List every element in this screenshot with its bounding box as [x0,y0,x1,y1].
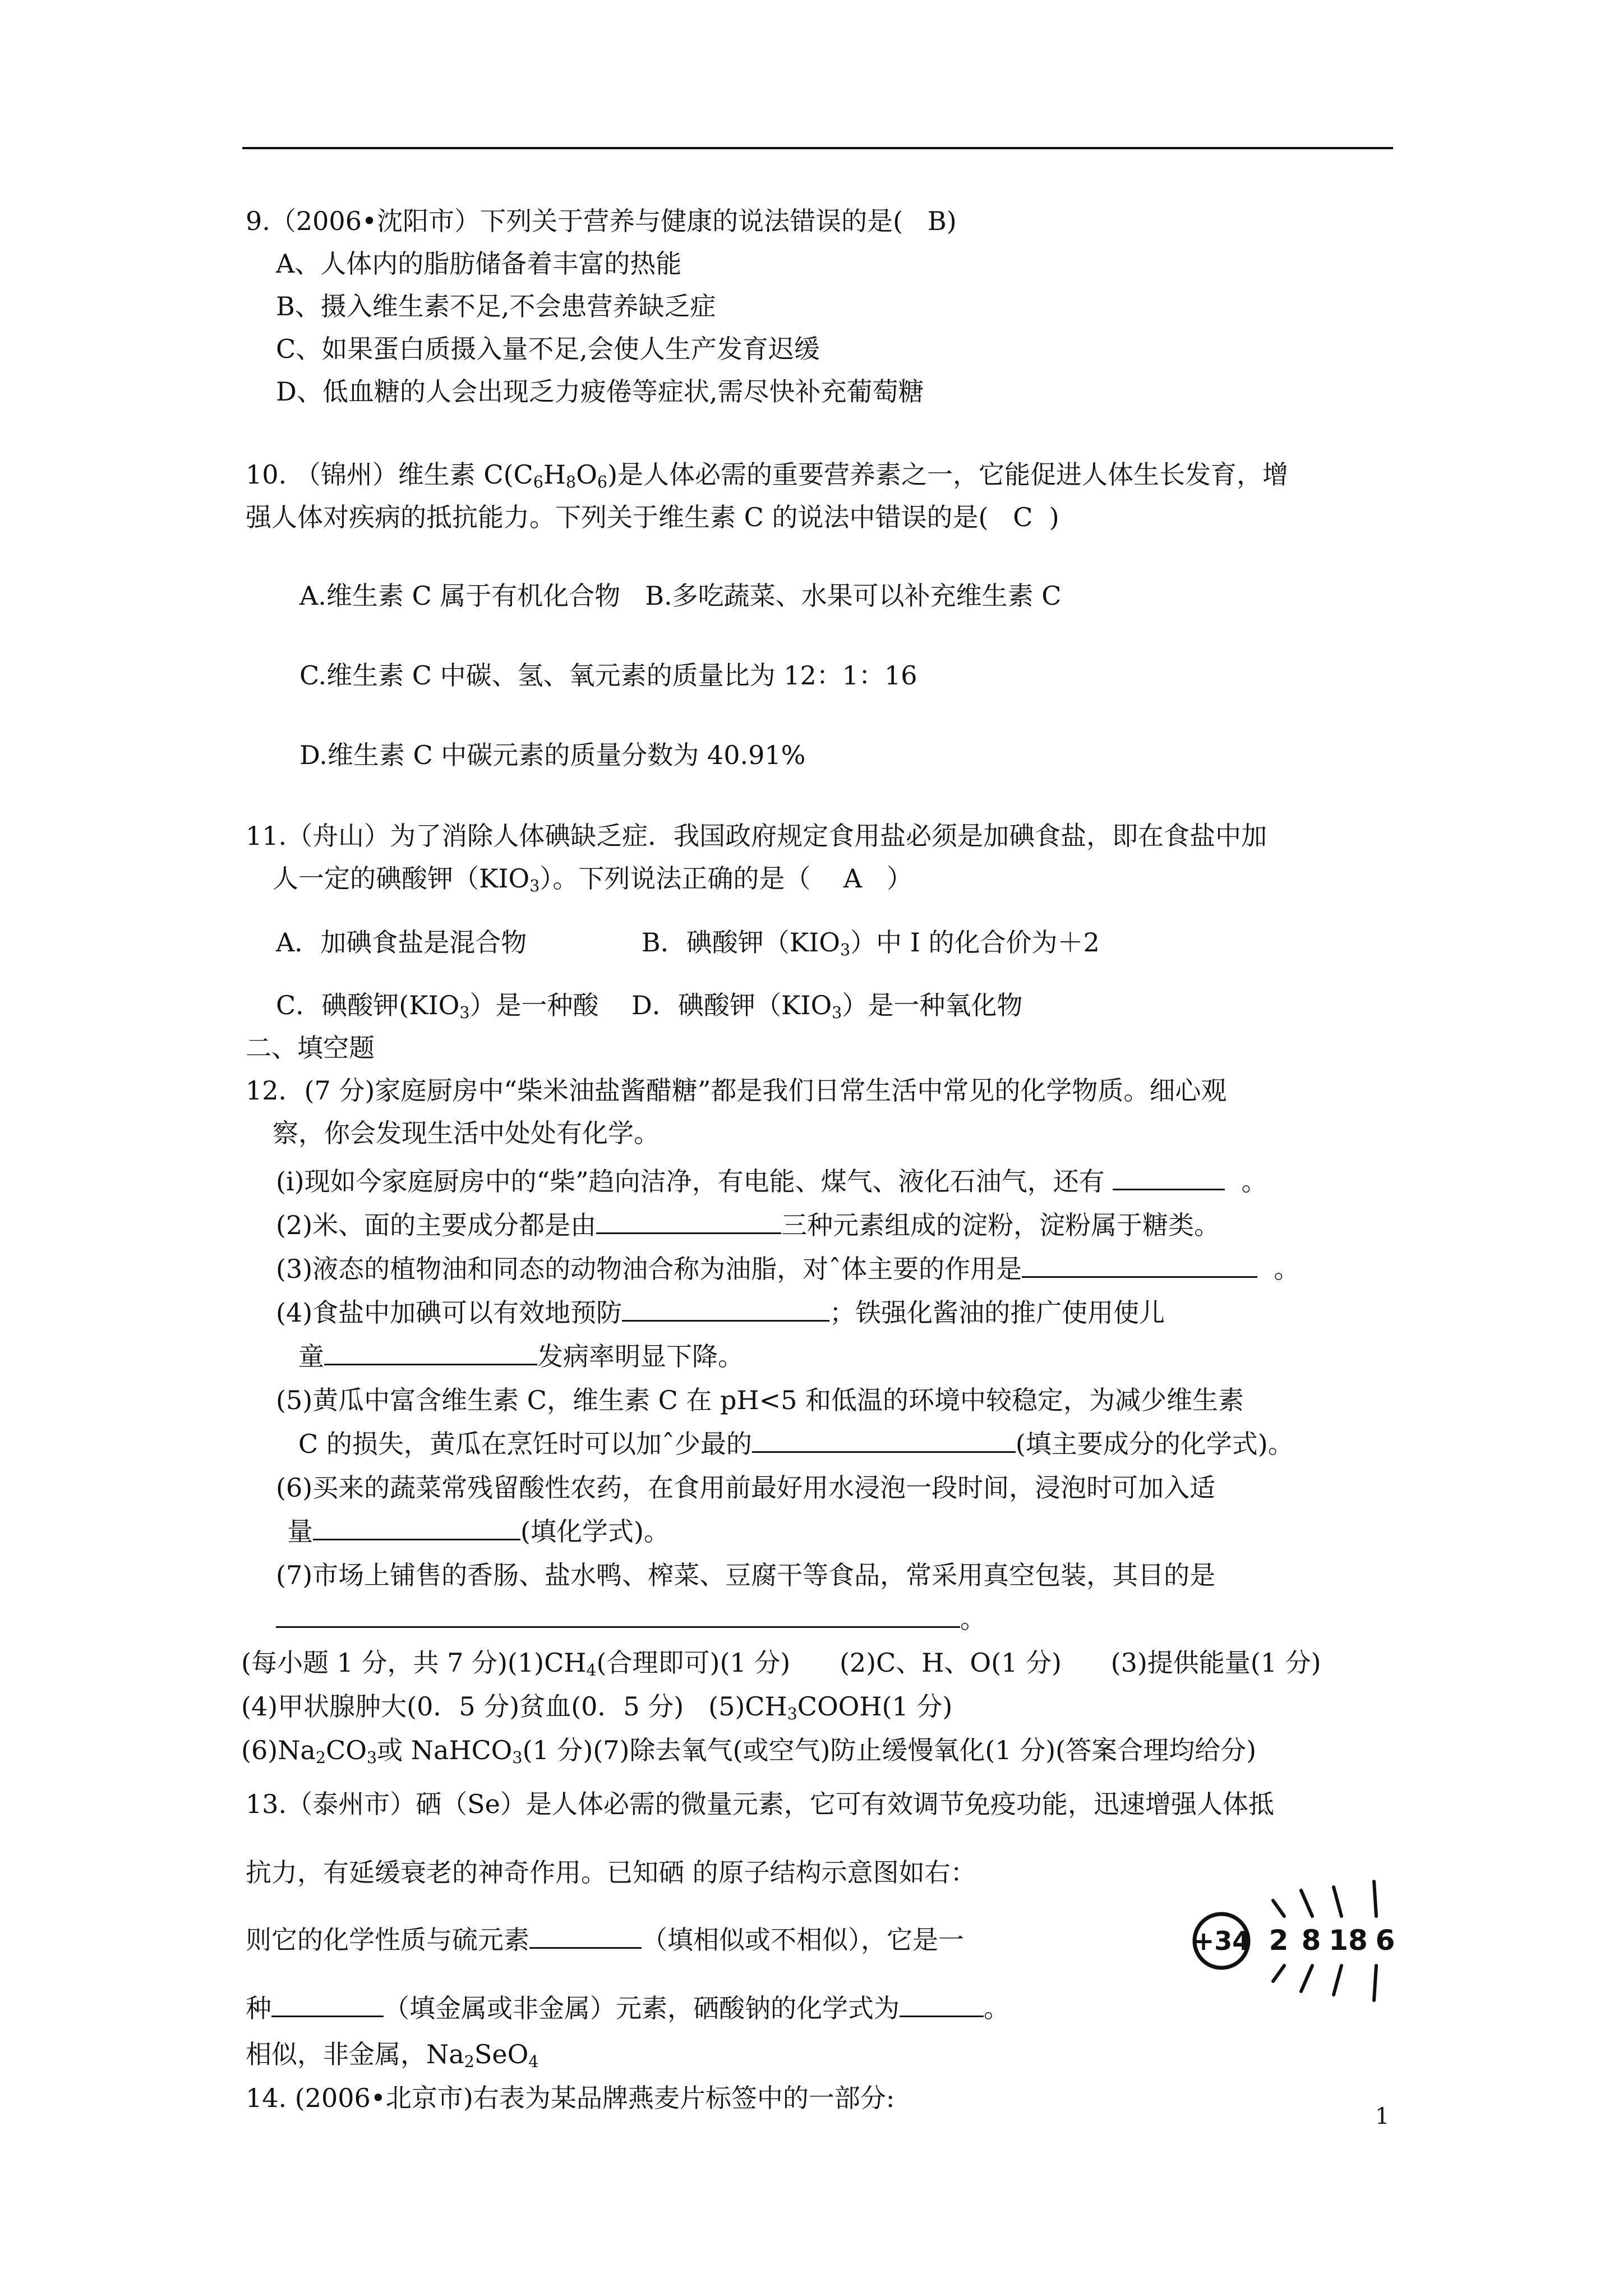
q12-item-1: (i)现如今家庭厨房中的“柴”趋向洁净，有电能、煤气、液化石油气，还有 。 [276,1166,1267,1197]
q12-answer-line3: $(6)Na_2CO_3$或 NaHCO$_3$(1 分)(7)除去氧气(或空气)防止缓慢氧化(1 分)(答案合理均给分) [241,1735,1257,1768]
answer-blank[interactable] [529,1925,642,1949]
q12-item-5a: (5)黄瓜中富含维生素 C，维生素 C 在 pH<5 和低温的环境中较稳定，为减少维生素 [276,1385,1244,1415]
answer-blank[interactable] [752,1429,1016,1453]
q12-item-6b: 量 (填化学式)。 [287,1516,670,1547]
answer-blank[interactable] [324,1341,537,1365]
q11-options-cd: C．碘酸钾$(KIO_3)$是一种酸 D．碘酸钾$(KIO_3)$是一种氧化物 [276,990,1023,1023]
q12-item-5b: C 的损失，黄瓜在烹饪时可以加ˆ少最的 (填主要成分的化学式)。 [298,1429,1294,1459]
q10-options-ab: A.维生素 C 属于有机化合物 B.多吃蔬菜、水果可以补充维生素 C [299,581,1062,611]
q9-option-b: B、摄入维生素不足,不会患营养缺乏症 [276,291,716,321]
q12-stem-line1: 12．(7 分)家庭厨房中“柴米油盐酱醋糖”都是我们日常生活中常见的化学物质。细心观 [246,1075,1227,1106]
answer-blank[interactable] [1113,1166,1225,1190]
answer-blank[interactable] [900,1993,984,2017]
section-heading: 二、填空题 [246,1033,375,1063]
q9-stem: 9.（2006•沈阳市）下列关于营养与健康的说法错误的是( B) [246,206,957,236]
page-number: 1 [1375,2104,1390,2129]
answer-blank[interactable] [271,1993,384,2017]
q12-item-6a: (6)买来的蔬菜常残留酸性农药，在食用前最好用水浸泡一段时间，浸泡时可加入适 [276,1473,1216,1503]
q12-item-3: (3)液态的植物油和同态的动物油合称为油脂，对ˆ体主要的作用是 。 [276,1254,1300,1284]
answer-blank[interactable] [1022,1254,1257,1278]
answer-blank[interactable] [622,1297,829,1322]
q12-item-4a: (4)食盐中加碘可以有效地预防 ；铁强化酱油的推广使用使儿 [276,1297,1165,1328]
q11-options-ab: A．加碘食盐是混合物 B．碘酸钾$(KIO_3)$中 I 的化合价为＋2 [276,927,1100,960]
q14-stem: 14. (2006•北京市)右表为某品牌燕麦片标签中的一部分: [246,2083,895,2113]
q11-stem-line1: 11.（舟山）为了消除人体碘缺乏症．我国政府规定食用盐必须是加碘食盐，即在食盐中加 [246,821,1267,851]
q11-stem-line2: 人一定的碘酸钾$(KIO_3)$。下列说法正确的是（ A ） [273,863,912,896]
q10-stem-line2: 强人体对疾病的抵抗能力。下列关于维生素 C 的说法中错误的是( C ) [246,502,1059,532]
q13-stem-line4: 种 （填金属或非金属）元素，硒酸钠的化学式为 。 [246,1993,1009,2023]
q12-answer-line2: (4)甲状腺肿大(0．5 分)贫血(0．5 分) $(5)CH_3COOH(1$ 分) [241,1691,953,1724]
q9-option-c: C、如果蛋白质摄入量不足,会使人生产发育迟缓 [276,334,820,364]
q12-item-7b: 。 [276,1603,986,1635]
shell-electrons-2: 8 [1301,1924,1321,1957]
q9-option-a: A、人体内的脂肪储备着丰富的热能 [276,249,682,279]
q10-option-d: D.维生素 C 中碳元素的质量分数为 40.91% [299,740,806,770]
q10-option-c: C.维生素 C 中碳、氢、氧元素的质量比为 12：1：16 [299,660,917,691]
answer-blank[interactable] [313,1516,520,1540]
answer-blank[interactable] [276,1604,960,1628]
shell-electrons-3: 18 [1329,1924,1368,1957]
shell-electrons-4: 6 [1375,1924,1395,1957]
header-rule [242,147,1393,149]
answer-blank[interactable] [596,1210,781,1234]
q12-answer-line1: (每小题 1 分，共 7 分)$(1)CH_4$(合理即可)(1 分) (2)C、H、O(1 分) (3)提供能量(1 分) [241,1648,1321,1680]
q9-option-d: D、低血糖的人会出现乏力疲倦等症状,需尽快补充葡萄糖 [276,376,924,407]
q10-stem-line1: 10. （锦州）维生素 $C(C_6H_8O_6)$是人体必需的重要营养素之一，它能促进人体生长发育，增 [246,459,1289,492]
q13-stem-line1: 13.（泰州市）硒（Se）是人体必需的微量元素，它可有效调节免疫功能，迅速增强人体抵 [246,1789,1274,1819]
q12-item-7a: (7)市场上铺售的香肠、盐水鸭、榨菜、豆腐干等食品，常采用真空包装，其目的是 [276,1560,1216,1590]
q13-stem-line3: 则它的化学性质与硫元素 （填相似或不相似），它是一 [246,1925,964,1955]
shell-electrons-1: 2 [1269,1924,1289,1957]
q13-answer: 相似，非金属，$Na_2SeO_4$ [246,2039,539,2072]
nucleus-charge: +34 [1192,1926,1251,1956]
q12-stem-line2: 察，你会发现生活中处处有化学。 [273,1118,660,1148]
q12-item-2: (2)米、面的主要成分都是由 三种元素组成的淀粉，淀粉属于糖类。 [276,1210,1220,1240]
q13-stem-line2: 抗力，有延缓衰老的神奇作用。已知硒 的原子结构示意图如右： [246,1857,976,1888]
q12-item-4b: 童 发病率明显下降。 [298,1341,744,1372]
selenium-atom-structure-diagram [1189,1868,1424,2014]
